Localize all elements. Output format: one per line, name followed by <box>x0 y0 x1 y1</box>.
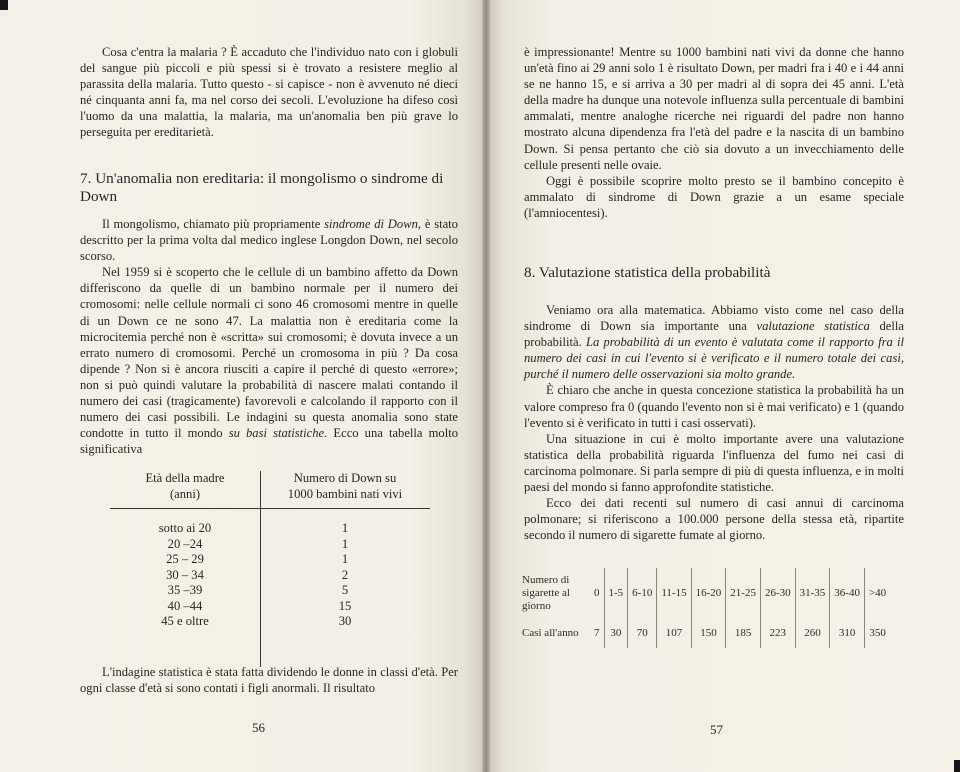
paragraph-results: è impressionante! Mentre su 1000 bambini nati vivi da donne che hanno un'età fino ai 29 anni solo 1 è risultato Down, per madri fra i 40 e i 44 anni se ne hanno 15, e si arriva a 30 per madri al di sopra dei 45 anni. L'età della madre ha dunque una notevole influenza sulla percentuale di bambini ammalati, mentre analoghe ricerche nei riguardi del padre non hanno mostrato alcuna dipendenza fra l'età del padre e la nascita di un bambino Down. Si pensa pertanto che ciò sia dovuto a un invecchiamento delle cellule presenti nelle ovaie. <box>524 45 904 172</box>
table-header <box>110 470 430 502</box>
intro-paragraph: Cosa c'entra la malaria ? È accaduto che l'individuo nato con i globuli del sangue più piccoli e più spessi si è trovato a resistere meglio al parassita della malaria. Tutto questo - si capisce - non è avvenuto né dieci né cinquanta anni fa, ma nel corso dei secoli. L'evoluzione ha difeso così l'uomo da una malattia, la malaria, ma un'anomalia ben più grave lo perseguita per ereditarietà. <box>80 45 458 140</box>
right-page <box>486 0 960 772</box>
header-down-count: Numero di Down su 1000 bambini nati vivi <box>287 471 403 501</box>
row-label-cigarettes: Numero di sigarette al giorno <box>522 573 570 612</box>
right-top-block <box>524 44 904 221</box>
table-row: 20 –24 1 <box>167 536 349 551</box>
paragraph-data-intro: Ecco dei dati recenti sul numero di casi annui di carcinoma polmonare; si riferiscono a 100.000 persone della stessa età, ripartite secondo il numero di sigarette fumate al giorno. <box>524 496 904 543</box>
section-8-block <box>524 264 904 282</box>
paragraph-down-definition: Il mongolismo, chiamato più propriamente sindrome di Down, è stato descritto per la prima volta dal medico inglese Longdon Down, nel secolo scorso. <box>80 217 458 264</box>
paragraph-chromosomes: Nel 1959 si è scoperto che le cellule di un bambino affetto da Down differiscono da quelle di un bambino normale per il numero dei cromosomi: nelle cellule normali ci sono 46 cromosomi mentre in quelle di un Down ce ne sono 47. La malattia non è ereditaria come la microcitemia perché non è «scritta» sui cromosomi; è dovuta invece a un errato numero di cromosomi. Perché un cromosoma in più ? Da cosa dipende ? Non si è ancora riusciti a capire il perché di questo «errore»; non si può quindi valutare la probabilità di nascere malati contando il numero dei casi (tragicamente) favorevoli e calcolando il rapporto con il numero dei casi possibili. Le indagini su questa anomalia sono state condotte in tutto il mondo su basi statistiche. Ecco una tabella molto significativa <box>80 265 458 457</box>
table-divider <box>260 471 261 667</box>
row-label-cases: Casi all'anno <box>522 626 579 639</box>
closing-paragraph-block <box>80 664 458 696</box>
section-heading-7: 7. Un'anomalia non ereditaria: il mongolismo o sindrome di Down <box>80 170 444 205</box>
table-row: sotto ai 20 1 <box>158 521 349 535</box>
table-row: 25 – 29 1 <box>166 552 349 566</box>
paragraph-smoking: Una situazione in cui è molto importante avere una valutazione statistica della probabilità riguarda l'influenza del fumo nei casi di carcinoma polmonare. Si parla sempre di più di questa influenza, e in molti paesi del mondo si fanno approfondite statistiche. <box>524 431 904 495</box>
closing-paragraph: L'indagine statistica è stata fatta dividendo le donne in classi d'età. Per ogni classe d'età si sono contati i figli anormali. Il risultato <box>80 665 458 696</box>
paragraph-amniocentesis: Oggi è possibile scoprire molto presto se il bambino concepito è ammalato di sindrome di Down grazie a un esame speciale (l'amniocentesi). <box>524 173 904 220</box>
cigarette-table <box>520 568 890 648</box>
section-heading-8: 8. Valutazione statistica della probabilità <box>524 264 771 281</box>
book-gutter <box>482 0 490 772</box>
paragraph-definition: Veniamo ora alla matematica. Abbiamo visto come nel caso della sindrome di Down sia importante una valutazione statistica della probabilità. La probabilità di un evento è valutata come il rapporto fra il numero dei casi in cui l'evento si è verificato e il numero totale dei casi, purché il numero delle osservazioni sia molto grande. <box>524 303 905 382</box>
table-row-cases: Casi all'anno 7 30 70 107 150 185 223 260 310 350 <box>520 618 890 648</box>
table-body <box>110 509 430 630</box>
page-number-left: 56 <box>252 720 265 735</box>
page-number-right: 57 <box>710 722 723 737</box>
scan-border <box>954 760 960 772</box>
scan-border <box>0 0 8 10</box>
table-row: 30 – 34 2 <box>166 567 349 582</box>
table-row: 35 –39 5 <box>167 583 349 597</box>
section-7-body <box>80 216 458 457</box>
section-7-block <box>80 170 458 206</box>
table-row-cigarettes: Numero di sigarette al giorno 0 1-5 6-10 11-15 16-20 21-25 26-30 31-35 36-40 >40 <box>520 568 890 618</box>
header-mother-age: Età della madre (anni) <box>145 471 225 501</box>
emphasis-valutazione-statistica: valutazione statistica <box>756 319 870 334</box>
emphasis-probability-definition: La probabilità di un evento è valutata come il rapporto fra il numero dei casi in cui l'evento si è verificato e il numero totale dei casi, purché il numero delle osservazioni sia molto grande. <box>524 335 905 382</box>
table-row: 40 –44 15 <box>167 598 352 613</box>
section-8-body <box>524 302 904 543</box>
table-row: 45 e oltre 30 <box>161 614 352 628</box>
mother-age-table <box>110 470 430 630</box>
emphasis-basi-statistiche: su basi statistiche. <box>228 426 328 441</box>
intro-paragraph-block <box>80 44 458 141</box>
emphasis-sindrome-di-down: sindrome di Down, <box>324 217 422 231</box>
paragraph-range: È chiaro che anche in questa concezione statistica la probabilità ha un valore compreso fra 0 (quando l'evento non si è mai verificato) e 1 (quando l'evento si è verificato in tutti i casi osservati). <box>524 383 904 430</box>
